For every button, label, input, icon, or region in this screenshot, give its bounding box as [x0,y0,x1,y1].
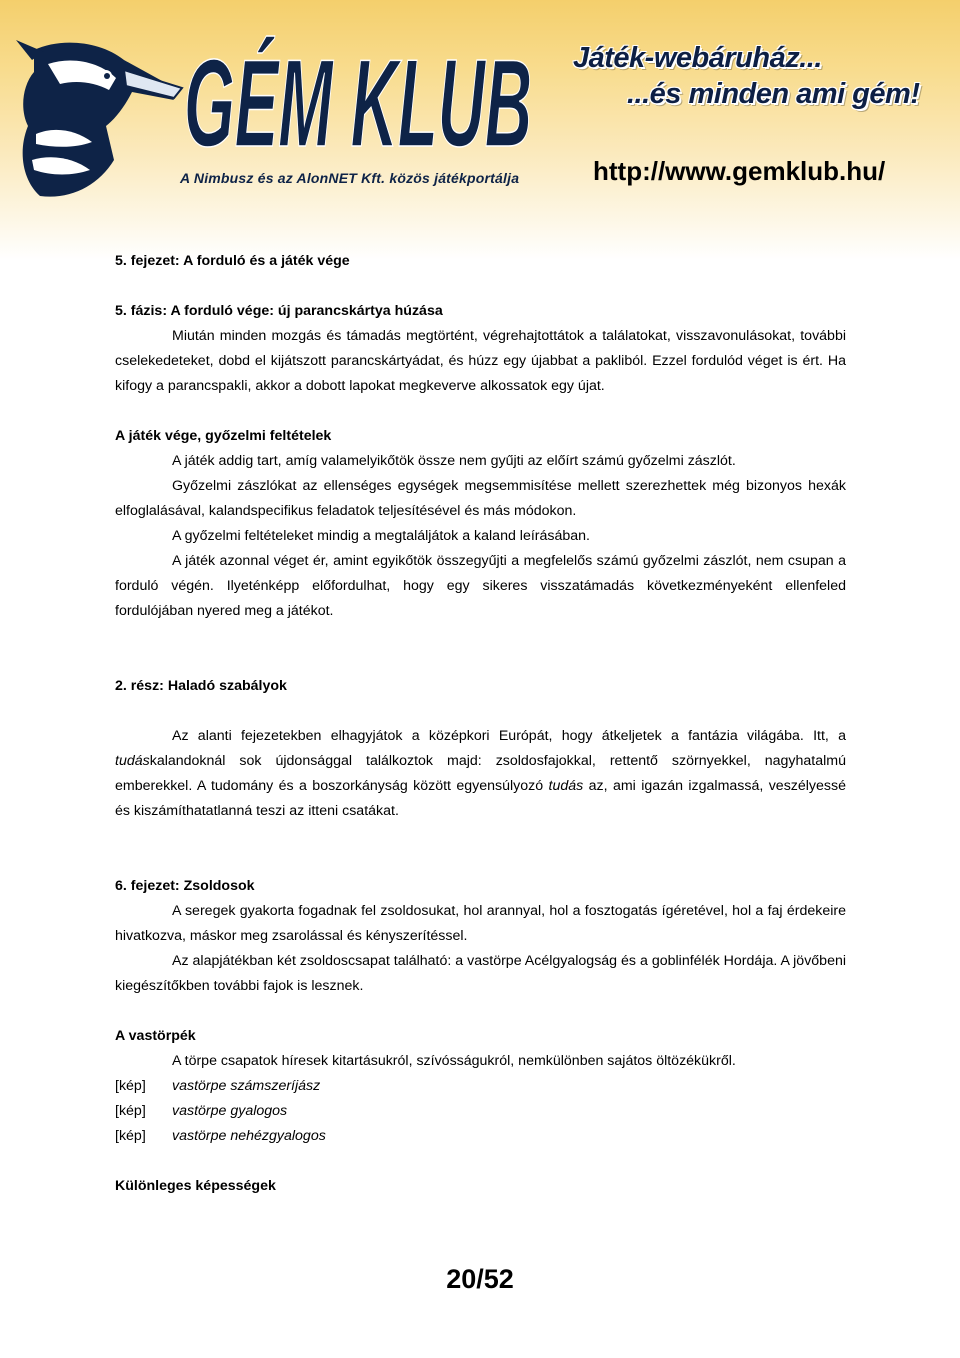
game-end-paragraph-4: A játék azonnal véget ér, amint egyikőtök összegyűjti a megfelelős számú győzelmi zászlót, nem csupan a forduló végén. Ilyeténképp előfordulhat, hogy egy sikeres visszatámadás következményeként ellenfeled fordulójában nyered meg a játékot. [115,553,846,619]
image-placeholder-row [115,1074,846,1099]
phase-5-title: 5. fázis: A forduló vége: új parancskártya húzása [115,303,443,319]
image-caption: vastörpe nehézgyalogos [172,1128,326,1144]
gem-klub-logo [178,28,538,163]
chapter-6-title: 6. fejezet: Zsoldosok [115,878,255,894]
game-end-paragraph-1: A játék addig tart, amíg valamelyikőtök össze nem gyűjti az előírt számú győzelmi zászlót. [172,453,736,469]
image-placeholder-tag: [kép] [115,1128,146,1144]
part-2-text-a: Az alanti fejezetekben elhagyjátok a középkori Európát, hogy átkeljetek a fantázia világába. Itt, a [172,728,846,744]
part-2-emphasis-2: tudás [548,778,584,794]
document-body [115,249,846,1199]
image-placeholder-row [115,1124,846,1149]
chapter-5-title: 5. fejezet: A forduló és a játék vége [115,253,350,269]
dwarves-title: A vastörpék [115,1028,196,1044]
stork-mascot-icon [14,30,184,205]
part-2-text-b: kalandoknál sok újdonsággal találkoztok majd: zsoldosfajokkal, rettentő szörnyekkel, nagyhatalmú emberekkel. A tudomány és a boszorkányság között egyensúlyozó [115,753,846,794]
page-number: 20/52 [446,1264,514,1294]
part-2-text-c: az, ami igazán izgalmassá, veszélyessé és kiszámíthatatlanná teszi az itteni csatákat. [115,778,846,819]
image-placeholder-tag: [kép] [115,1078,146,1094]
game-end-title: A játék vége, győzelmi feltételek [115,428,332,444]
dwarves-paragraph: A törpe csapatok híresek kitartásukról, szívósságukról, nemkülönben sajátos öltözékükről. [172,1053,736,1069]
special-abilities-title: Különleges képességek [115,1178,276,1194]
site-header-banner [0,0,960,215]
game-end-paragraph-3: A győzelmi feltételeket mindig a megtaláljátok a kaland leírásában. [172,528,590,544]
game-end-paragraph-2: Győzelmi zászlókat az ellenséges egységek megsemmisítése mellett szerezhettek még bizonyos hexák elfoglalásával, kalandspecifikus feladatok teljesítésével és más módokon. [115,478,846,519]
slogan-line-2: ...és minden ami gém! [627,78,920,110]
phase-5-paragraph: Miután minden mozgás és támadás megtörtént, végrehajtottátok a találatokat, visszavonulásokat, további cselekedeteket, dobd el kijátszott parancskártyádat, és húzz egy újabbat a pakliból. Ezzel fordulód véget is ért. Ha kifogy a parancspakli, akkor a dobott lapokat megkeverve alkossatok egy újat. [115,328,846,394]
part-2-emphasis-1: tudás [115,753,150,769]
chapter-6-paragraph-1: A seregek gyakorta fogadnak fel zsoldosukat, hol arannyal, hol a fosztogatás ígéretével, hol a faj érdekeire hivatkozva, máskor meg zsarolással és kényszerítéssel. [115,903,846,944]
image-placeholder-tag: [kép] [115,1103,146,1119]
image-placeholder-row [115,1099,846,1124]
image-caption: vastörpe gyalogos [172,1103,288,1119]
part-2-paragraph [115,724,846,824]
image-caption: vastörpe számszeríjász [172,1078,321,1094]
logo-wordmark: GÉM KLUB [184,35,532,163]
part-2-title: 2. rész: Haladó szabályok [115,678,287,694]
site-url-link[interactable]: http://www.gemklub.hu/ [593,156,886,186]
chapter-6-paragraph-2: Az alapjátékban két zsoldoscsapat található: a vastörpe Acélgyalogság és a goblinfélék Hordája. A jövőbeni kiegészítőkben további fajok is lesznek. [115,953,846,994]
logo-subtitle: A Nimbusz és az AlonNET Kft. közös játékportálja [180,170,520,186]
slogan-line-1: Játék-webáruház... [573,42,822,74]
